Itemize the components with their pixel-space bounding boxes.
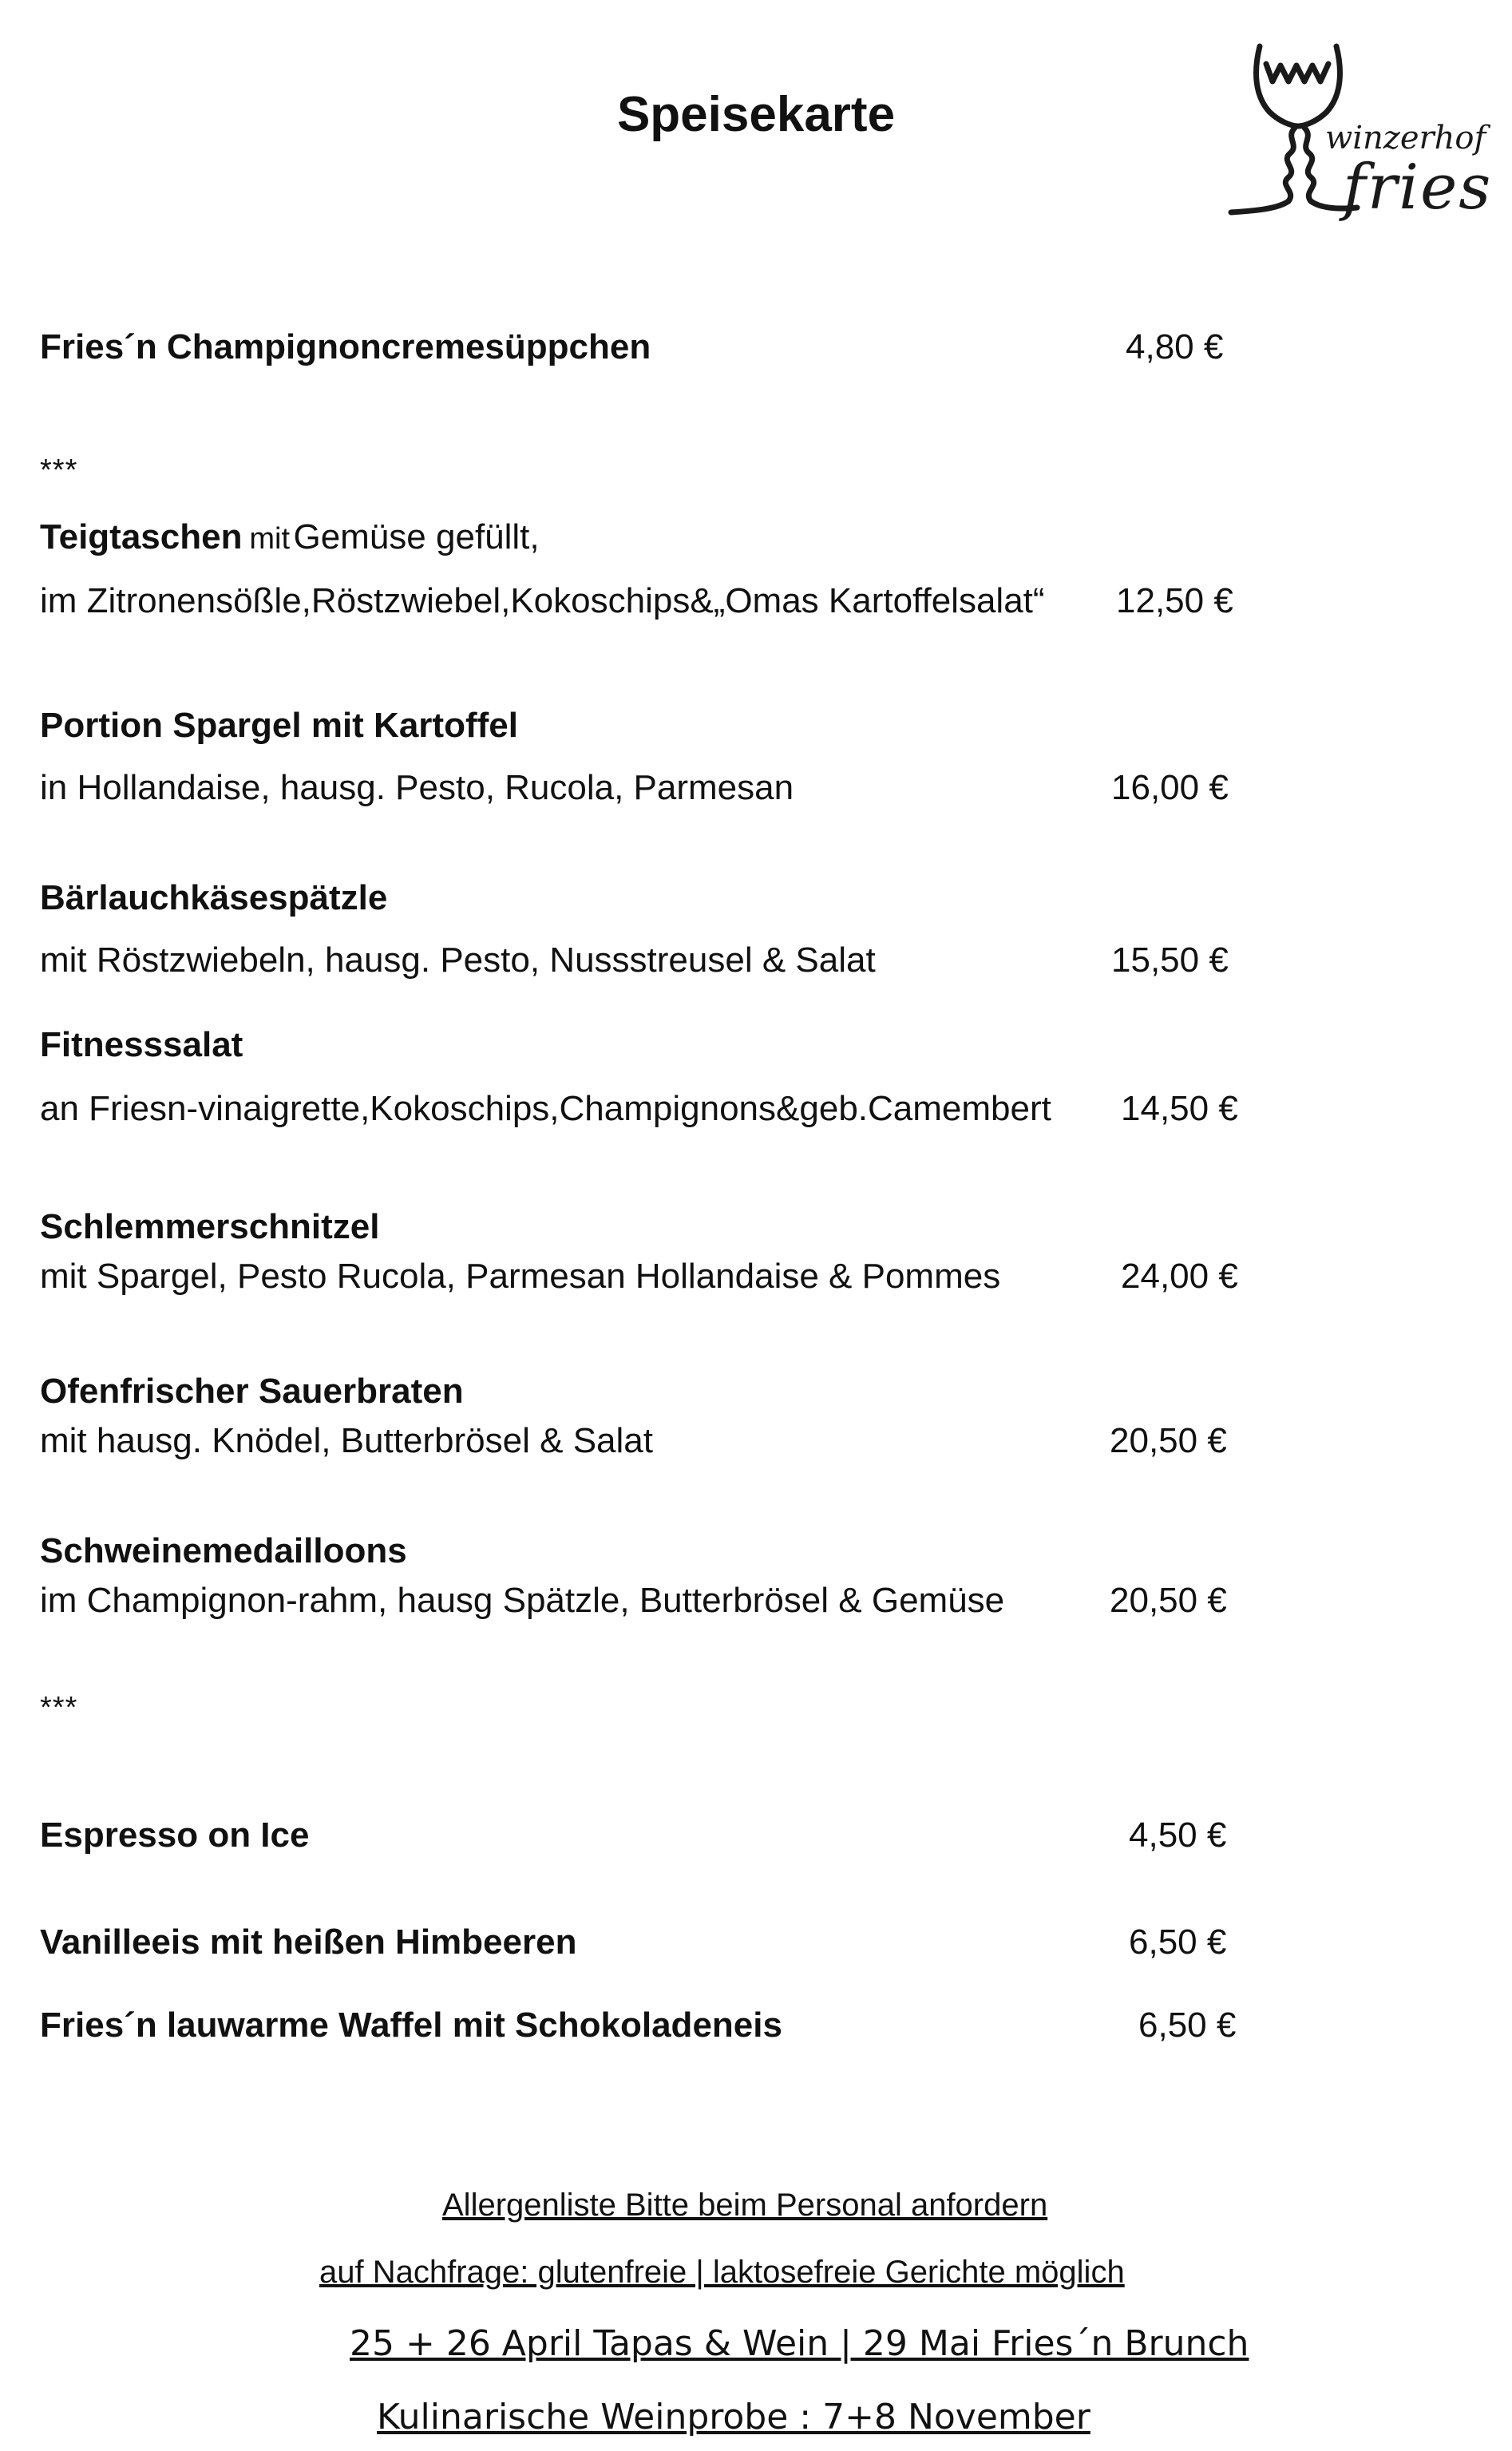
section-separator: *** xyxy=(40,453,78,487)
menu-item-price: 12,50 € xyxy=(1116,581,1233,620)
menu-item-price: 16,00 € xyxy=(1111,768,1229,807)
menu-item-desc-word: mit xyxy=(249,522,291,556)
menu-item-price: 15,50 € xyxy=(1111,940,1229,980)
menu-item-name: Espresso on Ice xyxy=(40,1815,310,1855)
menu-item-desc: mit Röstzwiebeln, hausg. Pesto, Nussstreusel & Salat xyxy=(40,940,876,980)
menu-item-name: Fries´n lauwarme Waffel mit Schokoladeneis xyxy=(40,2006,782,2045)
menu-item-price: 20,50 € xyxy=(1110,1581,1227,1620)
dietary-note: auf Nachfrage: glutenfreie | laktosefreie Gerichte möglich xyxy=(319,2255,1125,2290)
menu-item-name: Vanilleeis mit heißen Himbeeren xyxy=(40,1922,577,1962)
menu-item-desc: mit Spargel, Pesto Rucola, Parmesan Hollandaise & Pommes xyxy=(40,1257,1001,1296)
menu-item-name: Fitnesssalat xyxy=(40,1025,243,1064)
menu-item-name: Bärlauchkäsespätzle xyxy=(40,878,388,917)
menu-item-desc: Gemüse gefüllt, xyxy=(293,517,540,556)
menu-item-name-line xyxy=(40,517,540,557)
menu-item-price: 20,50 € xyxy=(1110,1421,1227,1460)
events-line: Kulinarische Weinprobe : 7+8 November xyxy=(377,2397,1090,2437)
logo-text-fries: fries xyxy=(1343,152,1493,224)
page-title: Speisekarte xyxy=(616,87,896,142)
menu-item-desc: im Zitronensößle,Röstzwiebel,Kokoschips&„Omas Kartoffelsalat“ xyxy=(40,581,1045,620)
menu-item-name: Ofenfrischer Sauerbraten xyxy=(40,1372,464,1411)
menu-item-price: 6,50 € xyxy=(1129,1922,1227,1962)
menu-item-name: Schlemmerschnitzel xyxy=(40,1207,380,1246)
menu-item-desc: im Champignon-rahm, hausg Spätzle, Butterbrösel & Gemüse xyxy=(40,1581,1005,1620)
menu-item-name: Fries´n Champignoncremesüppchen xyxy=(40,327,651,366)
section-separator: *** xyxy=(40,1691,78,1724)
menu-item-price: 4,50 € xyxy=(1129,1815,1227,1855)
logo-text-winzerhof: winzerhof xyxy=(1325,120,1486,156)
events-line: 25 + 26 April Tapas & Wein | 29 Mai Fries´n Brunch xyxy=(350,2323,1249,2364)
winzerhof-fries-logo xyxy=(1221,32,1493,267)
menu-item-desc: in Hollandaise, hausg. Pesto, Rucola, Parmesan xyxy=(40,768,794,807)
menu-item-desc: mit hausg. Knödel, Butterbrösel & Salat xyxy=(40,1421,653,1460)
menu-item-name: Teigtaschen xyxy=(40,517,243,556)
menu-item-price: 4,80 € xyxy=(1126,327,1224,366)
menu-item-name: Schweinemedailloons xyxy=(40,1531,407,1570)
menu-item-price: 14,50 € xyxy=(1121,1089,1238,1128)
allergen-note: Allergenliste Bitte beim Personal anfordern xyxy=(442,2188,1048,2223)
menu-item-desc: an Friesn-vinaigrette,Kokoschips,Champignons&geb.Camembert xyxy=(40,1089,1051,1128)
menu-item-name: Portion Spargel mit Kartoffel xyxy=(40,706,518,745)
menu-item-price: 6,50 € xyxy=(1138,2006,1237,2045)
menu-item-price: 24,00 € xyxy=(1121,1257,1238,1296)
